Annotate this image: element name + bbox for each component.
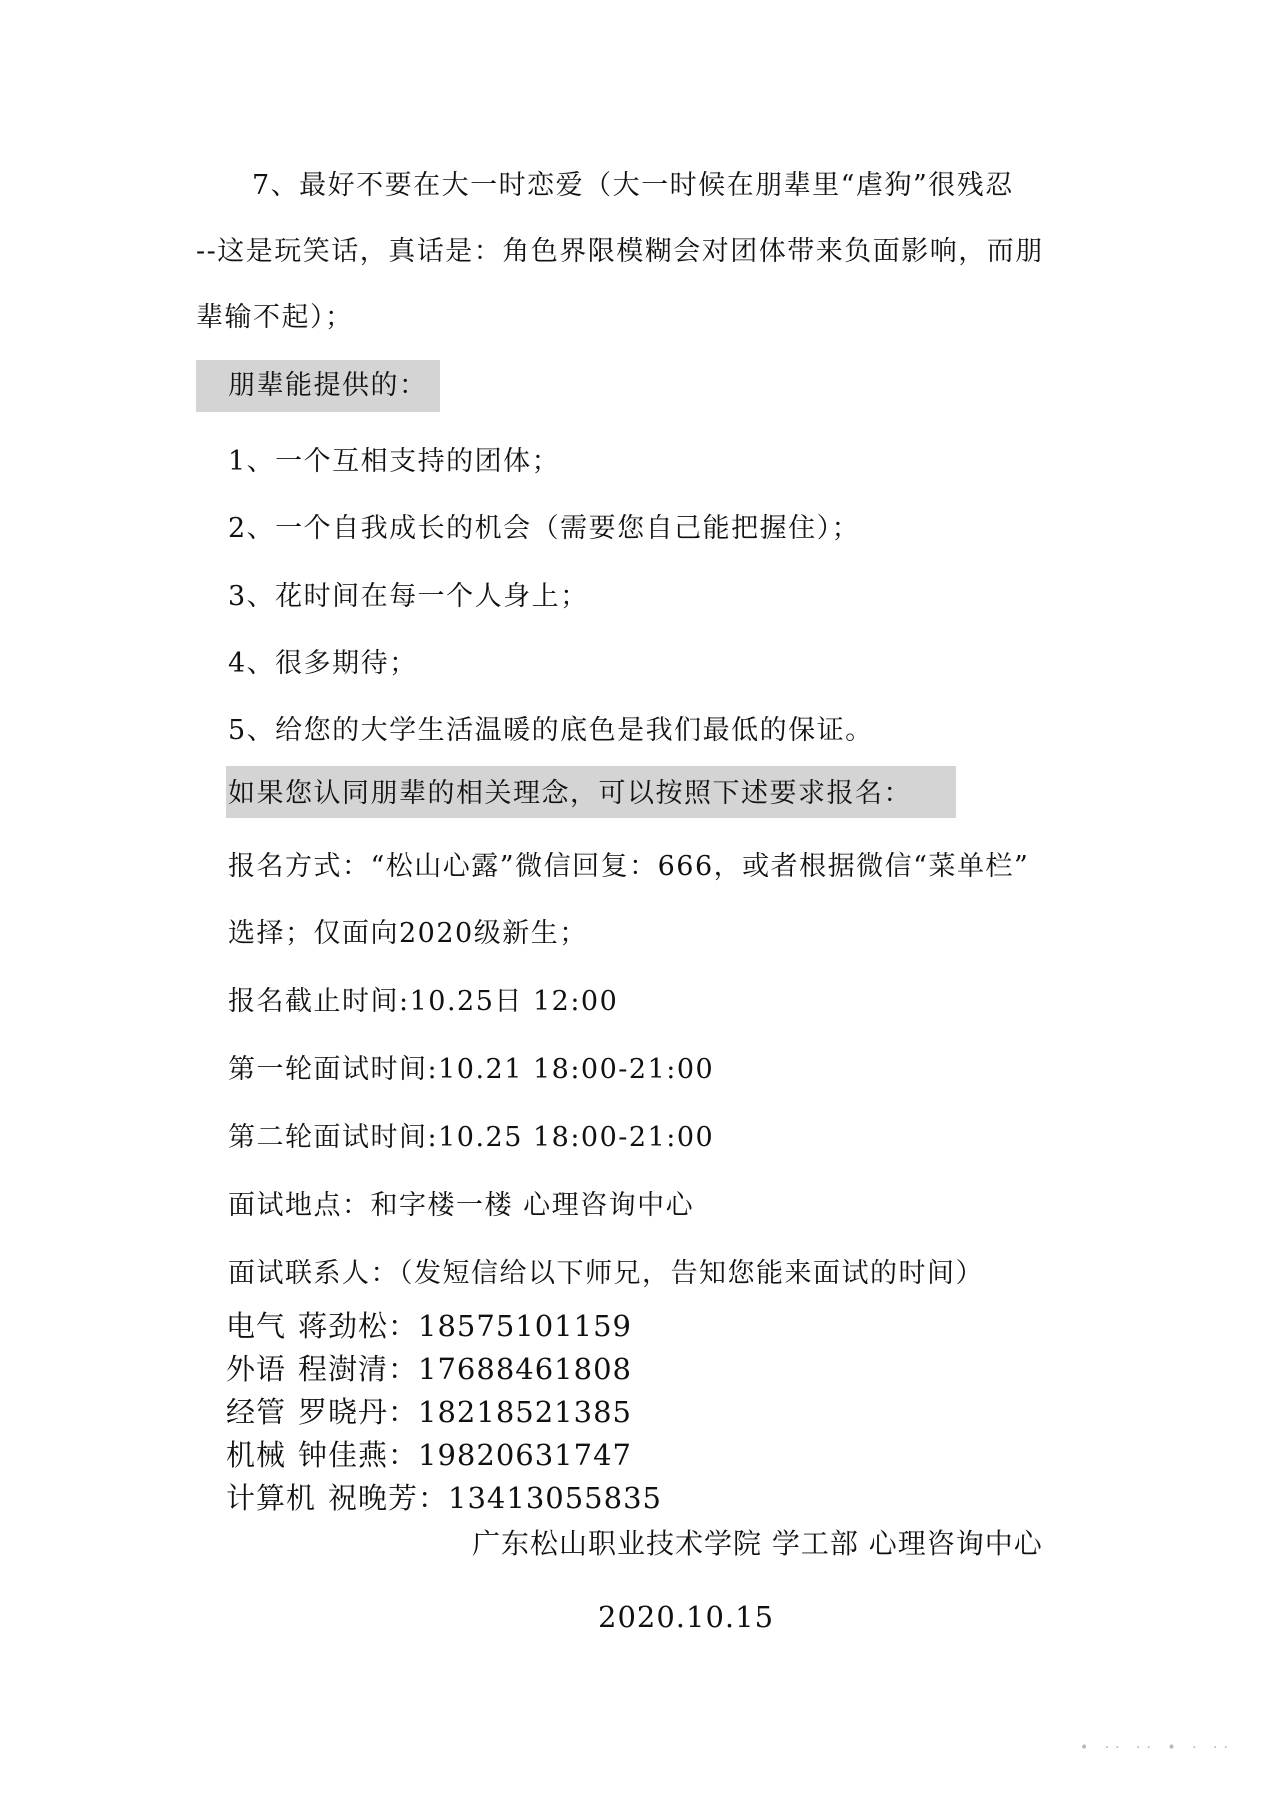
- contact-dept: 电气: [226, 1309, 287, 1343]
- contact-row: [226, 1395, 644, 1429]
- item7-line2: --这是玩笑话，真话是：角色界限模糊会对团体带来负面影响，而朋: [196, 236, 1044, 267]
- signup-method-line2: 选择；仅面向2020级新生；: [228, 918, 588, 949]
- item7-line1: 7、最好不要在大一时恋爱（大一时候在朋辈里“虐狗”很残忍: [252, 170, 1014, 201]
- scan-artifact: • ·· ·· • · ··: [1080, 1740, 1234, 1756]
- contact-name: 钟佳燕：: [298, 1438, 419, 1472]
- interview-round2: 第二轮面试时间:10.25 18:00-21:00: [228, 1122, 715, 1153]
- contact-row: [226, 1438, 644, 1472]
- interview-round1: 第一轮面试时间:10.21 18:00-21:00: [228, 1054, 715, 1085]
- offer-item-4: 4、很多期待；: [228, 648, 418, 679]
- offer-item-5: 5、给您的大学生活温暖的底色是我们最低的保证。: [228, 715, 874, 746]
- contact-row: [226, 1481, 674, 1515]
- contact-name: 罗晓丹：: [298, 1395, 419, 1429]
- interview-location: 面试地点：和字楼一楼 心理咨询中心: [228, 1190, 695, 1221]
- item7-line3: 辈输不起）；: [196, 302, 354, 333]
- contact-intro: 面试联系人：（发短信给以下师兄，告知您能来面试的时间）: [228, 1258, 984, 1289]
- contact-phone: 18218521385: [418, 1395, 632, 1429]
- contact-phone: 17688461808: [418, 1352, 632, 1386]
- contact-name: 程澍清：: [298, 1352, 419, 1386]
- contact-dept: 经管: [226, 1395, 287, 1429]
- offer-item-1: 1、一个互相支持的团体；: [228, 446, 561, 477]
- offer-item-2: 2、一个自我成长的机会（需要您自己能把握住）；: [228, 513, 861, 544]
- contact-dept: 计算机: [226, 1481, 317, 1515]
- contact-phone: 19820631747: [418, 1438, 632, 1472]
- signup-heading: 如果您认同朋辈的相关理念，可以按照下述要求报名：: [228, 778, 912, 809]
- contact-dept: 外语: [226, 1352, 287, 1386]
- contact-phone: 18575101159: [418, 1309, 632, 1343]
- signup-deadline: 报名截止时间:10.25日 12:00: [228, 986, 619, 1017]
- footer-date: 2020.10.15: [598, 1600, 775, 1634]
- contact-row: [226, 1352, 644, 1386]
- offer-item-3: 3、花时间在每一个人身上；: [228, 581, 589, 612]
- contact-name: 祝晚芳：: [328, 1481, 449, 1515]
- contact-phone: 13413055835: [448, 1481, 662, 1515]
- footer-organization: 广东松山职业技术学院 学工部 心理咨询中心: [472, 1527, 1043, 1560]
- contact-name: 蒋劲松：: [298, 1309, 419, 1343]
- contact-dept: 机械: [226, 1438, 287, 1472]
- contact-row: [226, 1309, 644, 1343]
- signup-method-line1: 报名方式：“松山心露”微信回复：666，或者根据微信“菜单栏”: [228, 851, 1030, 882]
- offer-heading: 朋辈能提供的：: [228, 370, 428, 401]
